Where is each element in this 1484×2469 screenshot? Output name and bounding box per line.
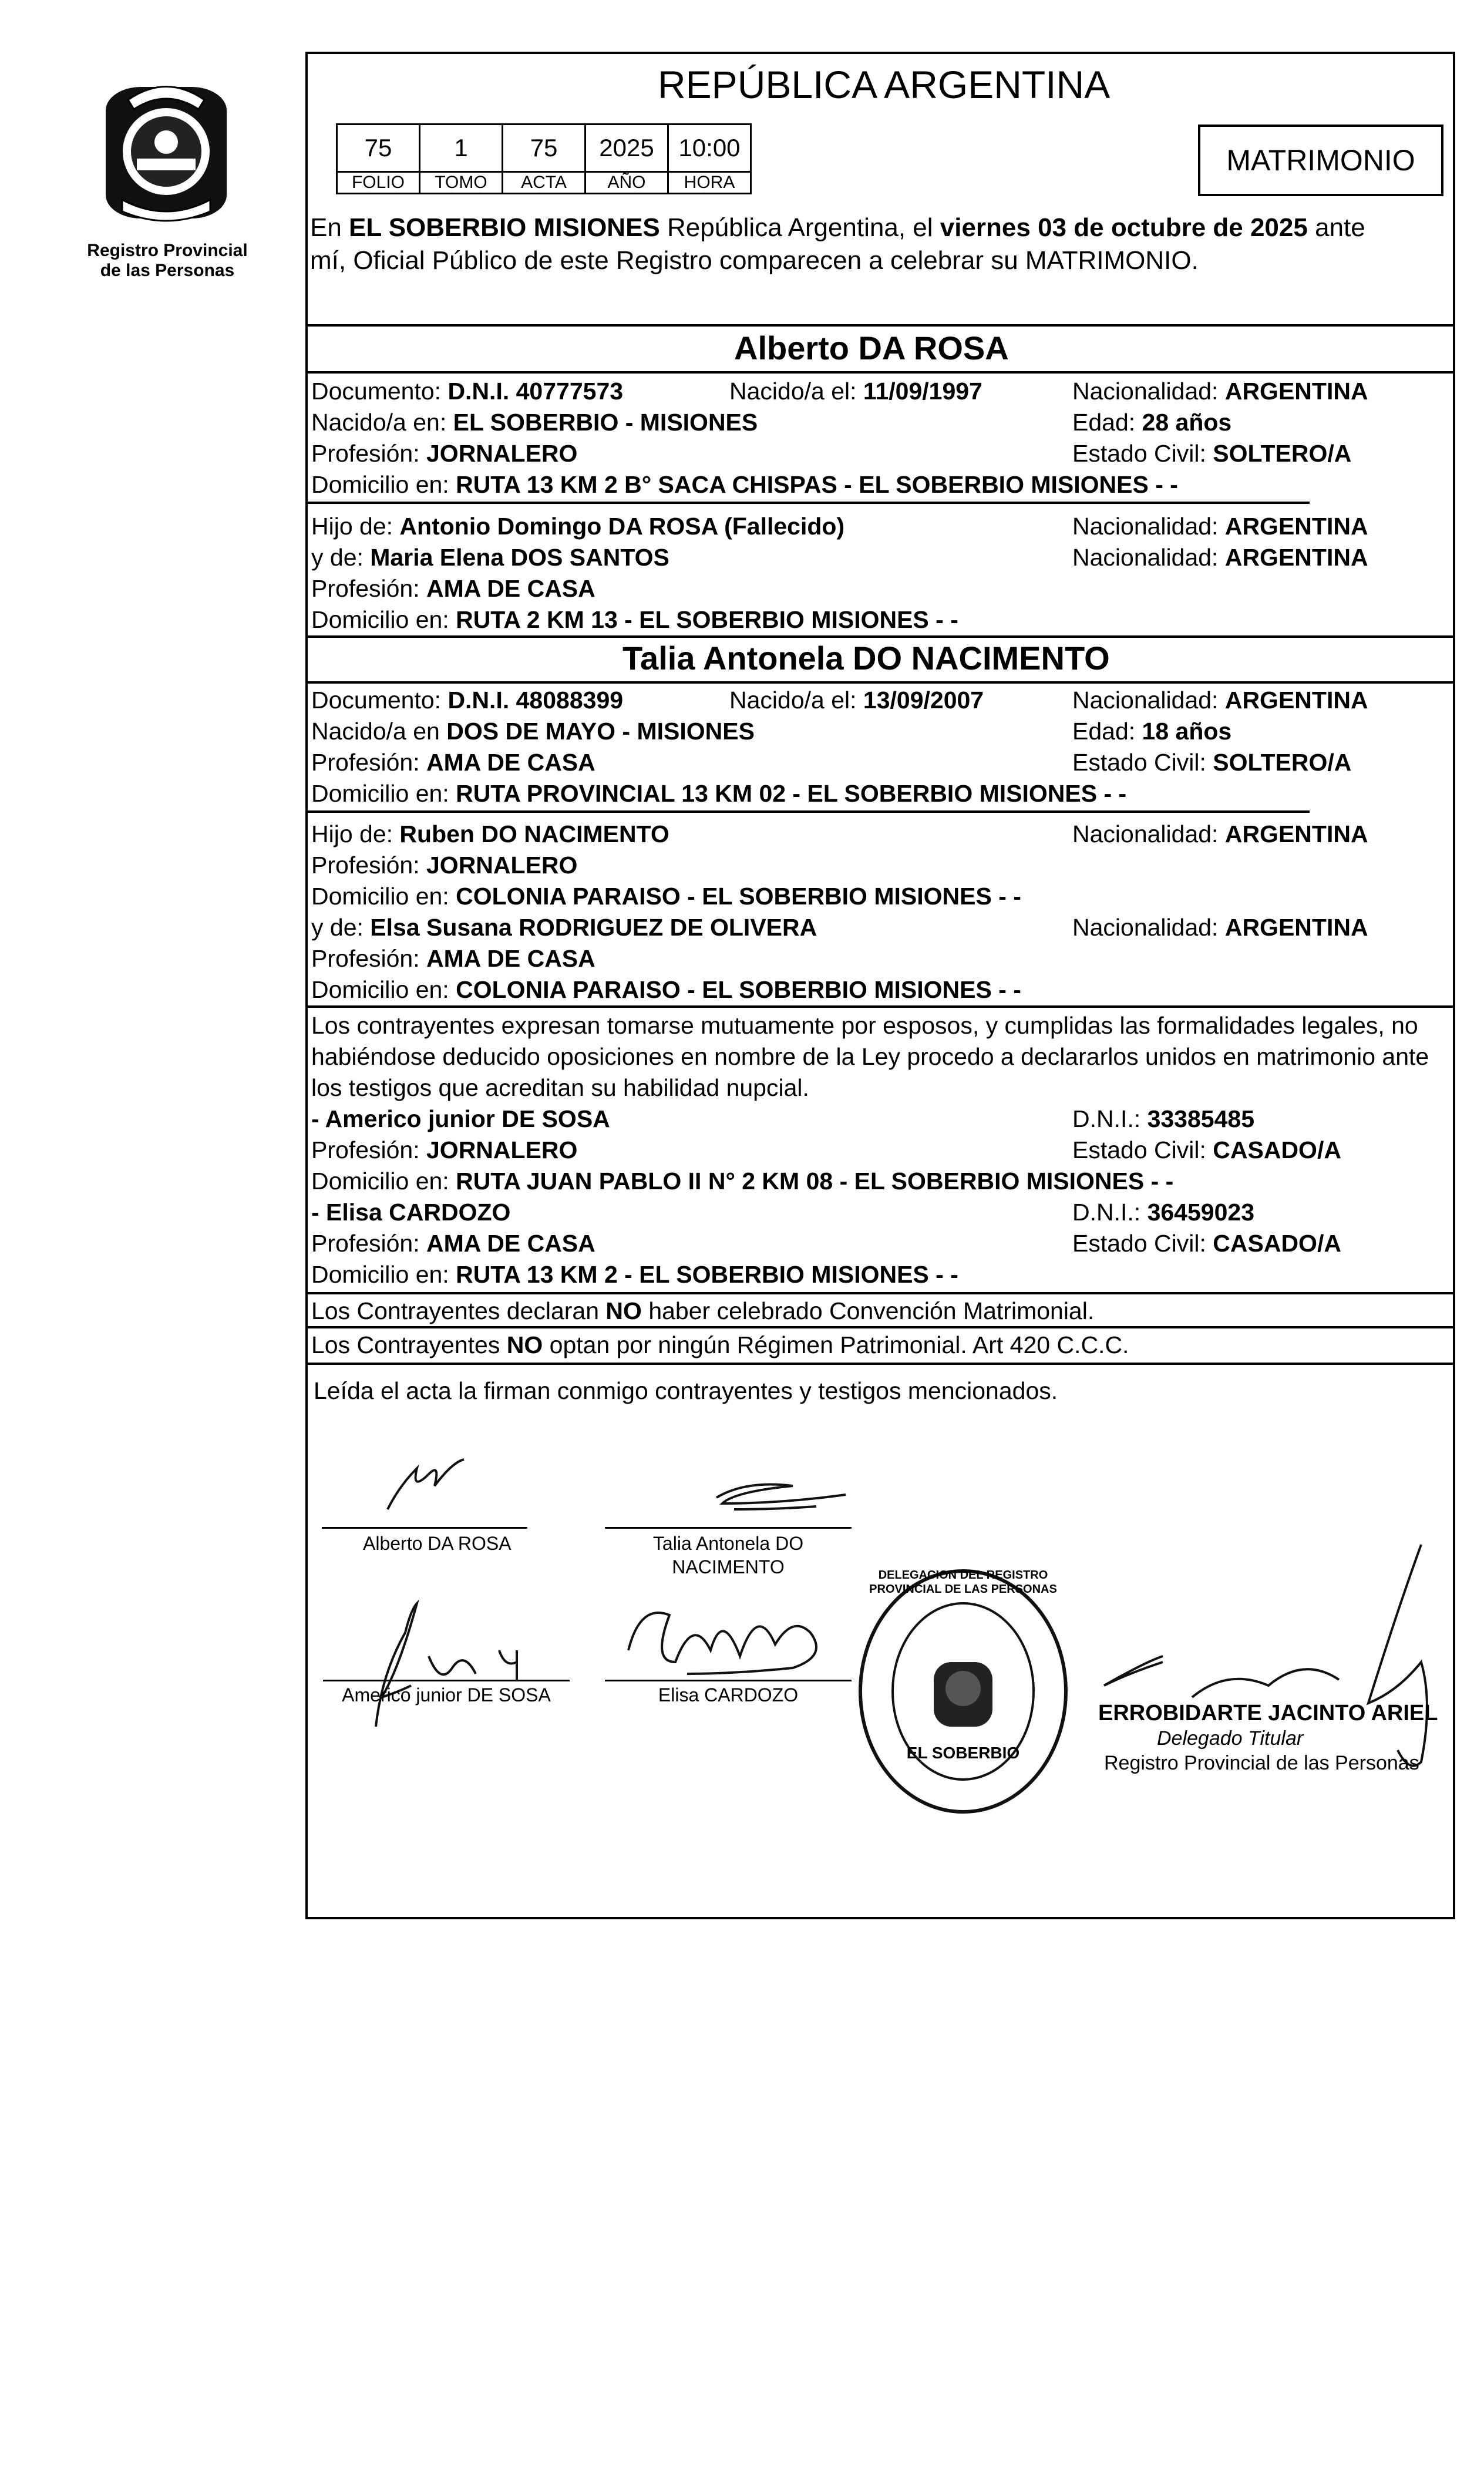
groom-civil-status: Estado Civil: SOLTERO/A <box>1072 440 1352 467</box>
declaration-line-3: los testigos que acreditan su habilidad nupcial. <box>311 1074 809 1101</box>
official-org: Registro Provincial de las Personas <box>1104 1752 1419 1774</box>
groom-profession: Profesión: JORNALERO <box>311 440 578 467</box>
bride-signature <box>711 1474 852 1521</box>
folio-value: 75 <box>337 125 420 172</box>
registry-reference-table <box>336 123 752 194</box>
page-title: REPÚBLICA ARGENTINA <box>658 63 1111 106</box>
acta-value: 75 <box>503 125 585 172</box>
bride-father-nationality: Nacionalidad: ARGENTINA <box>1072 820 1368 847</box>
groom-parents-address: Domicilio en: RUTA 2 KM 13 - EL SOBERBIO MISIONES - - <box>311 606 958 633</box>
anio-value: 2025 <box>585 125 668 172</box>
witness1-dni: D.N.I.: 33385485 <box>1072 1105 1254 1132</box>
witness2-signature-label: Elisa CARDOZO <box>658 1684 799 1706</box>
acta-label: ACTA <box>503 172 585 194</box>
groom-document: Documento: D.N.I. 40777573 <box>311 378 624 405</box>
bride-age: Edad: 18 años <box>1072 718 1232 745</box>
groom-father-nationality: Nacionalidad: ARGENTINA <box>1072 513 1368 540</box>
tomo-label: TOMO <box>420 172 503 194</box>
bride-mother-address: Domicilio en: COLONIA PARAISO - EL SOBERBIO MISIONES - - <box>311 976 1021 1003</box>
groom-birthdate: Nacido/a el: 11/09/1997 <box>729 378 982 405</box>
witness1-signature-label: Americo junior DE SOSA <box>342 1684 551 1706</box>
groom-signature-label: Alberto DA ROSA <box>363 1533 512 1554</box>
witness2-dni: D.N.I.: 36459023 <box>1072 1199 1254 1226</box>
bride-signature-label: Talia Antonela DO NACIMENTO <box>652 1533 804 1577</box>
doc-type-label: MATRIMONIO <box>1226 144 1415 177</box>
bride-address: Domicilio en: RUTA PROVINCIAL 13 KM 02 - EL SOBERBIO MISIONES - - <box>311 780 1127 807</box>
witness2-address: Domicilio en: RUTA 13 KM 2 - EL SOBERBIO MISIONES - - <box>311 1261 958 1288</box>
witness2-profession: Profesión: AMA DE CASA <box>311 1230 595 1257</box>
hora-label: HORA <box>668 172 751 194</box>
bride-nationality: Nacionalidad: ARGENTINA <box>1072 687 1368 714</box>
hora-value: 10:00 <box>668 125 751 172</box>
official-name: ERROBIDARTE JACINTO ARIEL <box>1098 1701 1438 1725</box>
witness1-signature <box>341 1586 552 1733</box>
witness1-name: - Americo junior DE SOSA <box>311 1105 610 1132</box>
bride-document: Documento: D.N.I. 48088399 <box>311 687 624 714</box>
witness2-civil-status: Estado Civil: CASADO/A <box>1072 1230 1341 1257</box>
convention-line-2: Los Contrayentes NO optan por ningún Régimen Patrimonial. Art 420 C.C.C. <box>311 1331 1129 1358</box>
groom-birthplace: Nacido/a en: EL SOBERBIO - MISIONES <box>311 409 758 436</box>
witness1-civil-status: Estado Civil: CASADO/A <box>1072 1136 1341 1163</box>
closing-statement: Leída el acta la firman conmigo contrayentes y testigos mencionados. <box>314 1377 1058 1404</box>
logo-caption-line2: de las Personas <box>100 261 235 280</box>
bride-name: Talia Antonela DO NACIMENTO <box>622 640 1110 677</box>
bride-mother: y de: Elsa Susana RODRIGUEZ DE OLIVERA <box>311 914 817 941</box>
groom-name: Alberto DA ROSA <box>734 329 1009 366</box>
bride-mother-nationality: Nacionalidad: ARGENTINA <box>1072 914 1368 941</box>
bride-profession: Profesión: AMA DE CASA <box>311 749 595 776</box>
folio-label: FOLIO <box>337 172 420 194</box>
witness1-address: Domicilio en: RUTA JUAN PABLO II N° 2 KM 08 - EL SOBERBIO MISIONES - - <box>311 1168 1174 1195</box>
bride-father-profession: Profesión: JORNALERO <box>311 852 578 879</box>
intro-line-2: mí, Oficial Público de este Registro comparecen a celebrar su MATRIMONIO. <box>310 246 1199 275</box>
provincial-seal-logo <box>87 76 245 229</box>
groom-nationality: Nacionalidad: ARGENTINA <box>1072 378 1368 405</box>
bride-mother-profession: Profesión: AMA DE CASA <box>311 945 595 972</box>
convention-line-1: Los Contrayentes declaran NO haber celebrado Convención Matrimonial. <box>311 1297 1095 1324</box>
logo-caption-line1: Registro Provincial <box>87 241 248 260</box>
stamp-ring-text: DELEGACION DEL REGISTRO PROVINCIAL DE LAS PERSONAS <box>869 1569 1057 1596</box>
groom-father: Hijo de: Antonio Domingo DA ROSA (Fallecido) <box>311 513 845 540</box>
witness1-profession: Profesión: JORNALERO <box>311 1136 578 1163</box>
groom-mother-profession: Profesión: AMA DE CASA <box>311 575 595 602</box>
declaration-line-1: Los contrayentes expresan tomarse mutuamente por esposos, y cumplidas las formalidades legales, no <box>311 1012 1418 1039</box>
bride-civil-status: Estado Civil: SOLTERO/A <box>1072 749 1352 776</box>
groom-address: Domicilio en: RUTA 13 KM 2 B° SACA CHISPAS - EL SOBERBIO MISIONES - - <box>311 471 1178 498</box>
bride-birthplace: Nacido/a en DOS DE MAYO - MISIONES <box>311 718 755 745</box>
groom-age: Edad: 28 años <box>1072 409 1232 436</box>
doc-type-box <box>1198 125 1443 196</box>
official-stamp <box>852 1562 1075 1821</box>
bride-birthdate: Nacido/a el: 13/09/2007 <box>729 687 984 714</box>
official-title: Delegado Titular <box>1157 1727 1304 1750</box>
bride-father: Hijo de: Ruben DO NACIMENTO <box>311 820 669 847</box>
groom-signature <box>376 1451 482 1515</box>
bride-father-address: Domicilio en: COLONIA PARAISO - EL SOBERBIO MISIONES - - <box>311 883 1021 910</box>
stamp-center-text: EL SOBERBIO <box>906 1744 1020 1762</box>
anio-label: AÑO <box>585 172 668 194</box>
declaration-line-2: habiéndose deducido oposiciones en nombre de la Ley procedo a declararlos unidos en matrimonio ante <box>311 1043 1429 1070</box>
witness2-name: - Elisa CARDOZO <box>311 1199 511 1226</box>
groom-mother-nationality: Nacionalidad: ARGENTINA <box>1072 544 1368 571</box>
intro-line-1: En EL SOBERBIO MISIONES República Argentina, el viernes 03 de octubre de 2025 ante <box>310 213 1365 242</box>
groom-mother: y de: Maria Elena DOS SANTOS <box>311 544 669 571</box>
tomo-value: 1 <box>420 125 503 172</box>
